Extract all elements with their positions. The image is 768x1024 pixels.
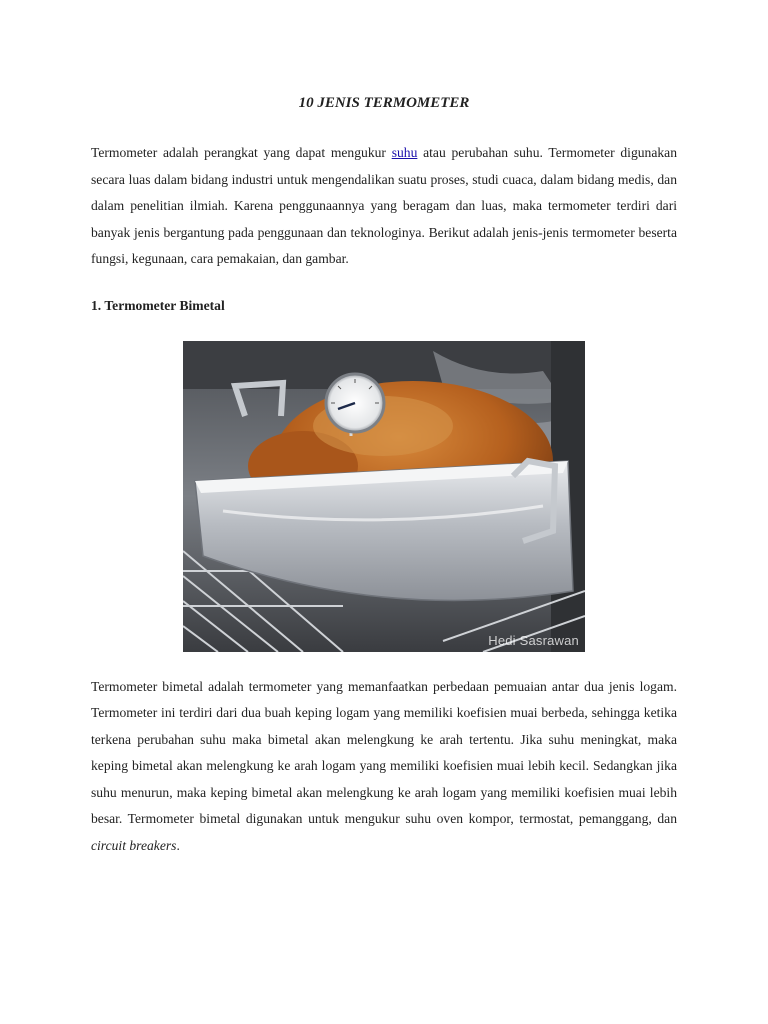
photo-watermark: Hedi Sasrawan bbox=[488, 632, 579, 648]
document-body bbox=[91, 92, 677, 859]
photo-illustration bbox=[183, 341, 585, 652]
section-heading-bimetal: 1. Termometer Bimetal bbox=[91, 297, 225, 313]
intro-text-end: atau perubahan suhu. Termometer digunakan secara luas dalam bidang industri untuk mengendalikan suatu proses, studi cuaca, dalam bidang medis, dan dalam penelitian ilmiah. Karena penggunaannya yang beragam dan luas, maka termometer terdiri dari banyak jenis bergantung pada penggunaan dan teknologinya. Berikut adalah jenis-jenis termometer beserta fungsi, kegunaan, cara pemakaian, dan gambar. bbox=[91, 145, 677, 266]
bimetal-text: Termometer bimetal adalah termometer yang memanfaatkan perbedaan pemuaian antar dua jenis logam. Termometer ini terdiri dari dua buah keping logam yang memiliki koefisien muai berbeda, sehingga ketika terkena perubahan suhu maka bimetal akan melengkung ke arah tertentu. Jika suhu meningkat, maka keping bimetal akan melengkung ke arah logam yang memiliki koefisien muai lebih kecil. Sedangkan jika suhu menurun, maka keping bimetal akan melengkung ke arah logam yang memiliki koefisien muai lebih besar. Termometer bimetal digunakan untuk mengukur suhu oven kompor, termostat, pemanggang, dan bbox=[91, 678, 677, 826]
document-title: 10 JENIS TERMOMETER bbox=[298, 95, 470, 111]
intro-text-start: Termometer adalah perangkat yang dapat mengukur bbox=[91, 145, 392, 160]
bimetal-italic-term: circuit breakers bbox=[91, 837, 177, 853]
suhu-link[interactable]: suhu bbox=[391, 145, 418, 160]
bimetal-paragraph bbox=[91, 674, 677, 860]
intro-paragraph bbox=[91, 140, 677, 273]
turkey-thermometer-photo bbox=[183, 341, 585, 652]
bimetal-text-end: . bbox=[176, 837, 180, 853]
